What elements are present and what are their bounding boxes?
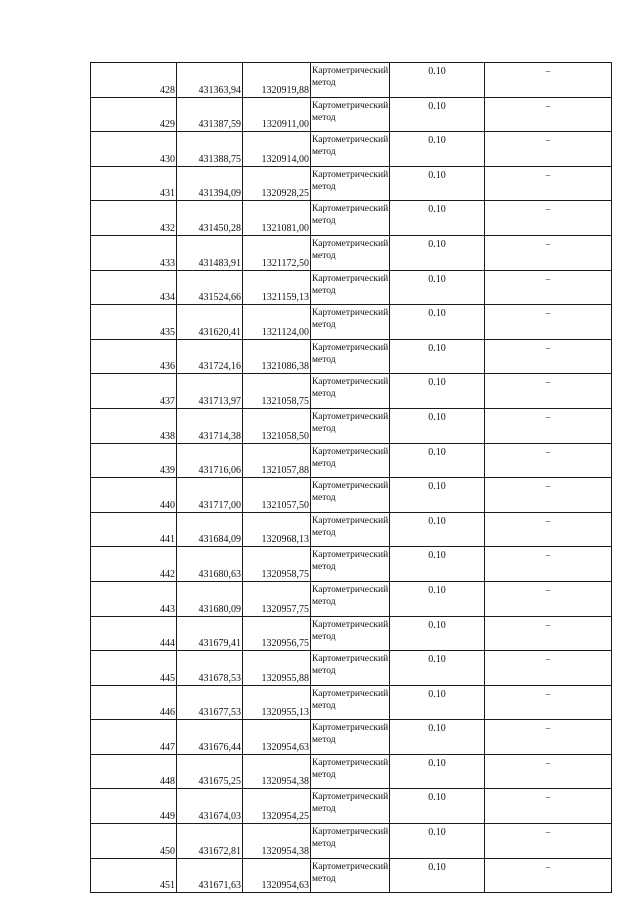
x-coordinate: 431713,97 [177, 374, 243, 409]
point-number: 434 [91, 270, 177, 305]
table-row [91, 720, 612, 755]
point-number: 446 [91, 685, 177, 720]
method-cell: Картометрический метод [311, 97, 390, 132]
accuracy-cell: 0.10 [390, 305, 485, 340]
description-cell: – [485, 685, 612, 720]
point-number: 436 [91, 339, 177, 374]
accuracy-cell: 0.10 [390, 443, 485, 478]
description-cell: – [485, 270, 612, 305]
x-coordinate: 431620,41 [177, 305, 243, 340]
description-cell: – [485, 478, 612, 513]
method-cell: Картометрический метод [311, 789, 390, 824]
x-coordinate: 431388,75 [177, 132, 243, 167]
table-row [91, 824, 612, 859]
accuracy-cell: 0.10 [390, 339, 485, 374]
description-cell: – [485, 616, 612, 651]
table-row [91, 408, 612, 443]
description-cell: – [485, 97, 612, 132]
description-cell: – [485, 512, 612, 547]
y-coordinate: 1320968,13 [243, 512, 311, 547]
x-coordinate: 431684,09 [177, 512, 243, 547]
table-row [91, 132, 612, 167]
y-coordinate: 1320954,38 [243, 824, 311, 859]
y-coordinate: 1320955,88 [243, 651, 311, 686]
description-cell: – [485, 858, 612, 893]
table-row [91, 201, 612, 236]
description-cell: – [485, 754, 612, 789]
point-number: 429 [91, 97, 177, 132]
y-coordinate: 1320911,00 [243, 97, 311, 132]
point-number: 431 [91, 166, 177, 201]
y-coordinate: 1321057,50 [243, 478, 311, 513]
accuracy-cell: 0.10 [390, 235, 485, 270]
description-cell: – [485, 305, 612, 340]
table-row [91, 166, 612, 201]
method-cell: Картометрический метод [311, 685, 390, 720]
accuracy-cell: 0.10 [390, 754, 485, 789]
table-row [91, 305, 612, 340]
x-coordinate: 431363,94 [177, 63, 243, 98]
point-number: 433 [91, 235, 177, 270]
y-coordinate: 1320954,38 [243, 754, 311, 789]
x-coordinate: 431394,09 [177, 166, 243, 201]
method-cell: Картометрический метод [311, 270, 390, 305]
method-cell: Картометрический метод [311, 166, 390, 201]
description-cell: – [485, 408, 612, 443]
description-cell: – [485, 443, 612, 478]
point-number: 432 [91, 201, 177, 236]
point-number: 450 [91, 824, 177, 859]
description-cell: – [485, 581, 612, 616]
accuracy-cell: 0.10 [390, 201, 485, 236]
x-coordinate: 431677,53 [177, 685, 243, 720]
y-coordinate: 1321058,50 [243, 408, 311, 443]
y-coordinate: 1321124,00 [243, 305, 311, 340]
x-coordinate: 431674,03 [177, 789, 243, 824]
method-cell: Картометрический метод [311, 63, 390, 98]
method-cell: Картометрический метод [311, 720, 390, 755]
y-coordinate: 1321081,00 [243, 201, 311, 236]
accuracy-cell: 0.10 [390, 858, 485, 893]
method-cell: Картометрический метод [311, 478, 390, 513]
x-coordinate: 431671,63 [177, 858, 243, 893]
description-cell: – [485, 166, 612, 201]
table-row [91, 339, 612, 374]
y-coordinate: 1320928,25 [243, 166, 311, 201]
y-coordinate: 1321172,50 [243, 235, 311, 270]
table-row [91, 270, 612, 305]
y-coordinate: 1320955,13 [243, 685, 311, 720]
method-cell: Картометрический метод [311, 754, 390, 789]
table-row [91, 685, 612, 720]
accuracy-cell: 0.10 [390, 547, 485, 582]
accuracy-cell: 0.10 [390, 824, 485, 859]
point-number: 428 [91, 63, 177, 98]
point-number: 438 [91, 408, 177, 443]
description-cell: – [485, 374, 612, 409]
accuracy-cell: 0.10 [390, 63, 485, 98]
point-number: 444 [91, 616, 177, 651]
table-row [91, 374, 612, 409]
point-number: 435 [91, 305, 177, 340]
description-cell: – [485, 201, 612, 236]
x-coordinate: 431524,66 [177, 270, 243, 305]
method-cell: Картометрический метод [311, 339, 390, 374]
accuracy-cell: 0.10 [390, 408, 485, 443]
method-cell: Картометрический метод [311, 132, 390, 167]
description-cell: – [485, 339, 612, 374]
accuracy-cell: 0.10 [390, 374, 485, 409]
method-cell: Картометрический метод [311, 235, 390, 270]
y-coordinate: 1320954,63 [243, 720, 311, 755]
method-cell: Картометрический метод [311, 616, 390, 651]
x-coordinate: 431679,41 [177, 616, 243, 651]
point-number: 430 [91, 132, 177, 167]
accuracy-cell: 0.10 [390, 132, 485, 167]
accuracy-cell: 0.10 [390, 97, 485, 132]
x-coordinate: 431676,44 [177, 720, 243, 755]
table-row [91, 97, 612, 132]
point-number: 440 [91, 478, 177, 513]
point-number: 451 [91, 858, 177, 893]
accuracy-cell: 0.10 [390, 789, 485, 824]
method-cell: Картометрический метод [311, 201, 390, 236]
y-coordinate: 1320954,25 [243, 789, 311, 824]
y-coordinate: 1320914,00 [243, 132, 311, 167]
description-cell: – [485, 63, 612, 98]
method-cell: Картометрический метод [311, 512, 390, 547]
table-row [91, 651, 612, 686]
method-cell: Картометрический метод [311, 581, 390, 616]
description-cell: – [485, 720, 612, 755]
x-coordinate: 431714,38 [177, 408, 243, 443]
point-number: 442 [91, 547, 177, 582]
x-coordinate: 431717,00 [177, 478, 243, 513]
point-number: 448 [91, 754, 177, 789]
method-cell: Картометрический метод [311, 858, 390, 893]
coordinates-table [90, 62, 612, 893]
table-row [91, 754, 612, 789]
x-coordinate: 431680,63 [177, 547, 243, 582]
point-number: 441 [91, 512, 177, 547]
method-cell: Картометрический метод [311, 547, 390, 582]
accuracy-cell: 0.10 [390, 478, 485, 513]
method-cell: Картометрический метод [311, 824, 390, 859]
table-row [91, 512, 612, 547]
point-number: 443 [91, 581, 177, 616]
y-coordinate: 1321086,38 [243, 339, 311, 374]
point-number: 449 [91, 789, 177, 824]
point-number: 439 [91, 443, 177, 478]
y-coordinate: 1321058,75 [243, 374, 311, 409]
accuracy-cell: 0.10 [390, 720, 485, 755]
accuracy-cell: 0.10 [390, 512, 485, 547]
point-number: 447 [91, 720, 177, 755]
description-cell: – [485, 824, 612, 859]
coordinates-table-body [91, 63, 612, 893]
accuracy-cell: 0.10 [390, 685, 485, 720]
description-cell: – [485, 789, 612, 824]
accuracy-cell: 0.10 [390, 651, 485, 686]
accuracy-cell: 0.10 [390, 166, 485, 201]
x-coordinate: 431678,53 [177, 651, 243, 686]
table-row [91, 478, 612, 513]
x-coordinate: 431387,59 [177, 97, 243, 132]
x-coordinate: 431716,06 [177, 443, 243, 478]
y-coordinate: 1320956,75 [243, 616, 311, 651]
x-coordinate: 431675,25 [177, 754, 243, 789]
x-coordinate: 431672,81 [177, 824, 243, 859]
method-cell: Картометрический метод [311, 651, 390, 686]
y-coordinate: 1321057,88 [243, 443, 311, 478]
description-cell: – [485, 547, 612, 582]
table-row [91, 858, 612, 893]
x-coordinate: 431450,28 [177, 201, 243, 236]
accuracy-cell: 0.10 [390, 616, 485, 651]
method-cell: Картометрический метод [311, 408, 390, 443]
accuracy-cell: 0.10 [390, 270, 485, 305]
table-row [91, 547, 612, 582]
y-coordinate: 1320919,88 [243, 63, 311, 98]
document-page [90, 62, 611, 893]
x-coordinate: 431680,09 [177, 581, 243, 616]
method-cell: Картометрический метод [311, 443, 390, 478]
table-row [91, 789, 612, 824]
accuracy-cell: 0.10 [390, 581, 485, 616]
table-row [91, 63, 612, 98]
x-coordinate: 431483,91 [177, 235, 243, 270]
point-number: 437 [91, 374, 177, 409]
point-number: 445 [91, 651, 177, 686]
table-row [91, 235, 612, 270]
table-row [91, 443, 612, 478]
y-coordinate: 1320954,63 [243, 858, 311, 893]
y-coordinate: 1320958,75 [243, 547, 311, 582]
table-row [91, 616, 612, 651]
description-cell: – [485, 132, 612, 167]
y-coordinate: 1320957,75 [243, 581, 311, 616]
y-coordinate: 1321159,13 [243, 270, 311, 305]
table-row [91, 581, 612, 616]
x-coordinate: 431724,16 [177, 339, 243, 374]
description-cell: – [485, 235, 612, 270]
method-cell: Картометрический метод [311, 374, 390, 409]
method-cell: Картометрический метод [311, 305, 390, 340]
description-cell: – [485, 651, 612, 686]
